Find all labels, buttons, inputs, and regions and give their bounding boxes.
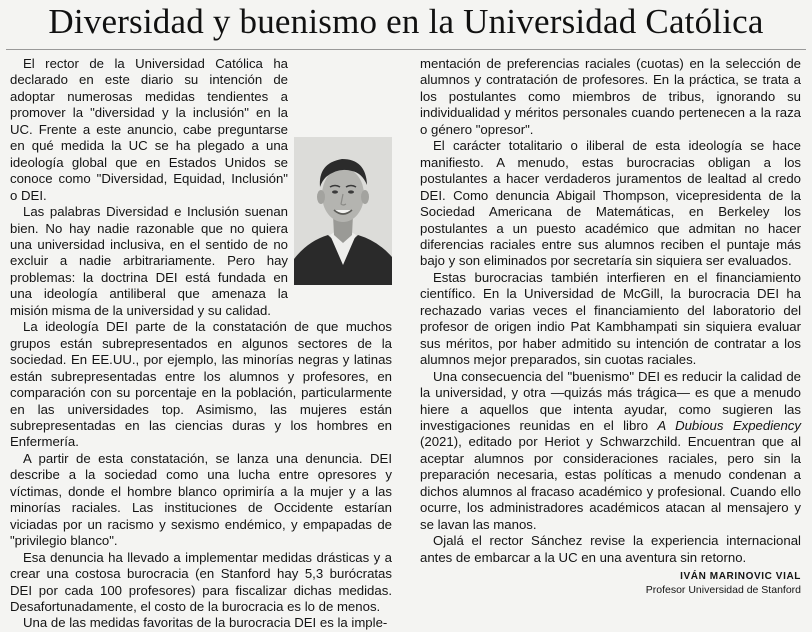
paragraph-text: (2021), editado por Heriot y Schwarzchild. Encuentran que al aceptar alumnos por consideraciones raciales, pero sin la preparación necesaria, estas políticas a menudo condenan a dichos alumnos al fracaso académico y profesional. Cuando ello ocurre, los administradores académicos atacan al mensajero y se lavan las manos. [420,434,801,532]
author-role: Profesor Universidad de Stanford [645,584,801,597]
author-signature [420,570,801,597]
article-headline: Diversidad y buenismo en la Universidad Católica [48,2,764,41]
paragraph: Ojalá el rector Sánchez revise la experiencia internacional antes de embarcar a la UC en una aventura sin retorno. [420,533,801,565]
right-column [420,56,801,597]
author-portrait [294,137,392,285]
book-title: A Dubious Expediency [657,417,801,433]
paragraph: A partir de esta constatación, se lanza una denuncia. DEI describe a la sociedad como una lucha entre opresores y víctimas, donde el hombre blanco oprimiría a la mujer y a las minorías raciales. Las instituciones de Occidente estarían viciadas por un racismo y sexismo endémico, y empapadas de "privilegio blanco". [10,450,392,549]
paragraph: La ideología DEI parte de la constatación de que muchos grupos están subrepresentados en algunos sectores de la sociedad. En EE.UU., por ejemplo, las minorías negras y latinas están subrepresentadas entre los alumnos y profesores, en comparación con su porcentaje en la población, particularmente en las universidades top. Asimismo, las mujeres están subrepresentadas en las ciencias duras y los hombres en Enfermería. [10,319,392,450]
paragraph [420,369,801,534]
paragraph: Las palabras Diversidad e Inclusión suenan bien. No hay nadie razonable que no quiera una universidad inclusiva, en el sentido de no excluir a nadie arbitrariamente. Pero hay problemas: la doctrina DEI está fundada en una ideología antiliberal que amenaza la misión misma de la universidad y su calidad. [10,204,288,318]
author-name: IVÁN MARINOVIC VIAL [680,571,801,583]
headline-divider [6,49,806,50]
left-column [10,56,392,632]
paragraph: El rector de la Universidad Católica ha declarado en este diario su intención de adoptar numerosas medidas tendientes a promover la "diversidad y la inclusión" en la UC. Frente a este anuncio, cabe preguntarse en qué medida la UC se ha plegado a una ideología global que en Estados Unidos se conoce como "Diversidad, Equidad, Inclusión" o DEI. [10,56,288,203]
paragraph: Estas burocracias también interfieren en el financiamiento científico. En la Universidad de McGill, la burocracia DEI ha rechazado varias veces el financiamiento del laboratorio del profesor de origen indio Pat Kambhampati sin siquiera evaluar sus méritos, por haber admitido su intención de contratar a los alumnos mejor preparados, sin cuotas raciales. [420,269,801,368]
paragraph: El carácter totalitario o iliberal de esta ideología se hace manifiesto. A menudo, estas burocracias obligan a los postulantes a hacer verdaderos juramentos de lealtad al credo DEI. Como denuncia Abigail Thompson, vicepresidenta de la Sociedad Americana de Matemáticas, en Berkeley los postulantes a un puesto académico que admitan no hacer diferencias raciales entre sus alumnos reciben el puntaje más bajo y son eliminados por secretaría sin siquiera ser evaluados. [420,138,801,269]
paragraph: mentación de preferencias raciales (cuotas) en la selección de alumnos y contratación de profesores. En la práctica, se trata a los postulantes como miembros de tribus, ignorando su individualidad y méritos personales cuando pertenecen a la raza o género "opresor". [420,56,801,137]
paragraph: Esa denuncia ha llevado a implementar medidas drásticas y a crear una costosa burocracia (en Stanford hay 5,3 burócratas DEI por cada 100 profesores) para fiscalizar dichas medidas. Desafortunadamente, el costo de la burocracia es lo de menos. [10,549,392,614]
paragraph: Una de las medidas favoritas de la burocracia DEI es la imple- [23,615,388,631]
paragraph-text: Una consecuencia del "buenismo" DEI es reducir la calidad de la universidad, y otra —quizás más trágica— es que a menudo hiere a aquellos que intenta ayudar, como sugieren las investigaciones reunidas en el libro [420,368,801,433]
